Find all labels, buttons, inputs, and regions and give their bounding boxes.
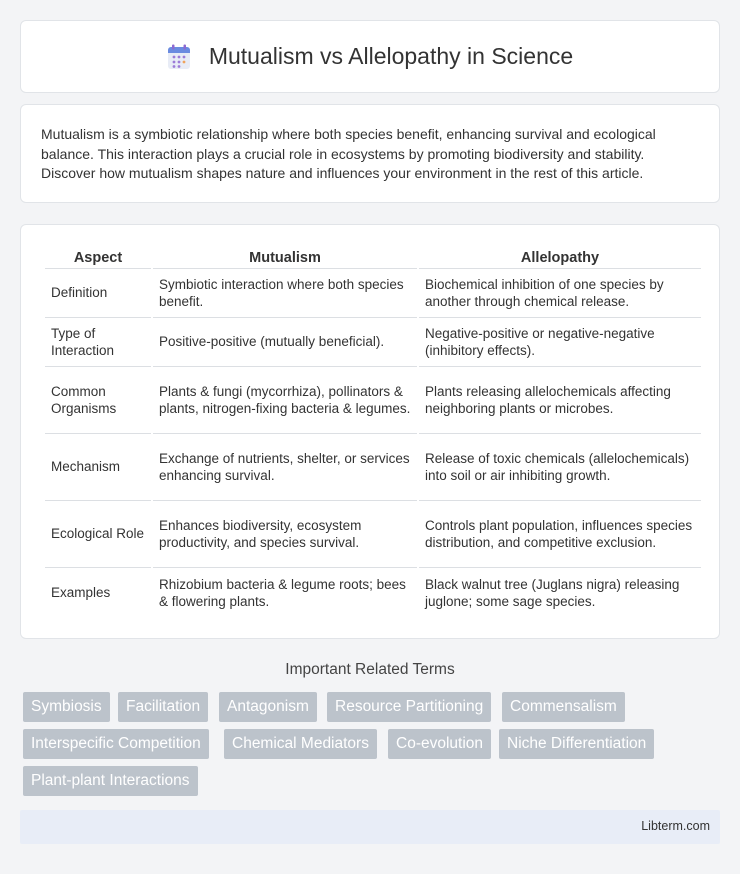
header-aspect: Aspect bbox=[45, 247, 151, 269]
cell-mutualism: Positive-positive (mutually beneficial). bbox=[153, 318, 417, 367]
header-card bbox=[20, 20, 720, 93]
cell-aspect: Definition bbox=[45, 269, 151, 318]
footer bbox=[20, 810, 720, 844]
cell-mutualism: Symbiotic interaction where both species benefit. bbox=[153, 269, 417, 318]
calendar-grid-icon bbox=[167, 44, 191, 70]
table-row bbox=[45, 434, 701, 501]
cell-mutualism: Enhances biodiversity, ecosystem productivity, and species survival. bbox=[153, 501, 417, 568]
related-terms-title: Important Related Terms bbox=[285, 661, 455, 678]
page-title: Mutualism vs Allelopathy in Science bbox=[208, 43, 574, 69]
tag-symbiosis[interactable]: Symbiosis bbox=[23, 692, 110, 722]
tag-interspecific-competition[interactable]: Interspecific Competition bbox=[23, 729, 209, 759]
table-row bbox=[45, 568, 701, 618]
table-row bbox=[45, 501, 701, 568]
table-header-row bbox=[45, 247, 701, 269]
tag-chemical-mediators[interactable]: Chemical Mediators bbox=[224, 729, 377, 759]
cell-allelopathy: Controls plant population, influences species distribution, and competitive exclusion. bbox=[419, 501, 701, 568]
intro-text: Mutualism is a symbiotic relationship where both species benefit, enhancing survival and ecological balance. This interaction plays a crucial role in ecosystems by promoting biodiversity and stability. Discover how mutualism shapes nature and influences your environment in the rest of this article. bbox=[41, 126, 656, 181]
table-row bbox=[45, 367, 701, 434]
cell-allelopathy: Negative-positive or negative-negative (inhibitory effects). bbox=[419, 318, 701, 367]
cell-aspect: Mechanism bbox=[45, 434, 151, 501]
cell-mutualism: Rhizobium bacteria & legume roots; bees & flowering plants. bbox=[159, 576, 406, 609]
footer-site-link[interactable]: Libterm.com bbox=[641, 819, 710, 833]
comparison-card bbox=[20, 224, 720, 639]
tag-co-evolution[interactable]: Co-evolution bbox=[388, 729, 491, 759]
table-row bbox=[45, 318, 701, 367]
tag-niche-differentiation[interactable]: Niche Differentiation bbox=[499, 729, 654, 759]
cell-aspect: Examples bbox=[51, 585, 111, 601]
cell-allelopathy: Black walnut tree (Juglans nigra) releasing juglone; some sage species. bbox=[425, 576, 680, 609]
tag-resource-partitioning[interactable]: Resource Partitioning bbox=[327, 692, 491, 722]
tag-antagonism[interactable]: Antagonism bbox=[219, 692, 317, 722]
tag-facilitation[interactable]: Facilitation bbox=[118, 692, 208, 722]
cell-aspect: Ecological Role bbox=[45, 501, 151, 568]
header-allelopathy: Allelopathy bbox=[419, 247, 701, 269]
cell-allelopathy: Plants releasing allelochemicals affecting neighboring plants or microbes. bbox=[419, 367, 701, 434]
tag-plant-plant-interactions[interactable]: Plant-plant Interactions bbox=[23, 766, 198, 796]
comparison-table bbox=[43, 247, 703, 618]
intro-card bbox=[20, 104, 720, 203]
cell-allelopathy: Release of toxic chemicals (allelochemicals) into soil or air inhibiting growth. bbox=[419, 434, 701, 501]
table-row bbox=[45, 269, 701, 318]
tag-commensalism[interactable]: Commensalism bbox=[502, 692, 625, 722]
cell-aspect: Common Organisms bbox=[45, 367, 151, 434]
cell-aspect: Type of Interaction bbox=[45, 318, 151, 367]
cell-allelopathy: Biochemical inhibition of one species by another through chemical release. bbox=[419, 269, 701, 318]
cell-mutualism: Plants & fungi (mycorrhiza), pollinators & plants, nitrogen-fixing bacteria & legumes. bbox=[153, 367, 417, 434]
cell-mutualism: Exchange of nutrients, shelter, or services enhancing survival. bbox=[153, 434, 417, 501]
header-mutualism: Mutualism bbox=[153, 247, 417, 269]
